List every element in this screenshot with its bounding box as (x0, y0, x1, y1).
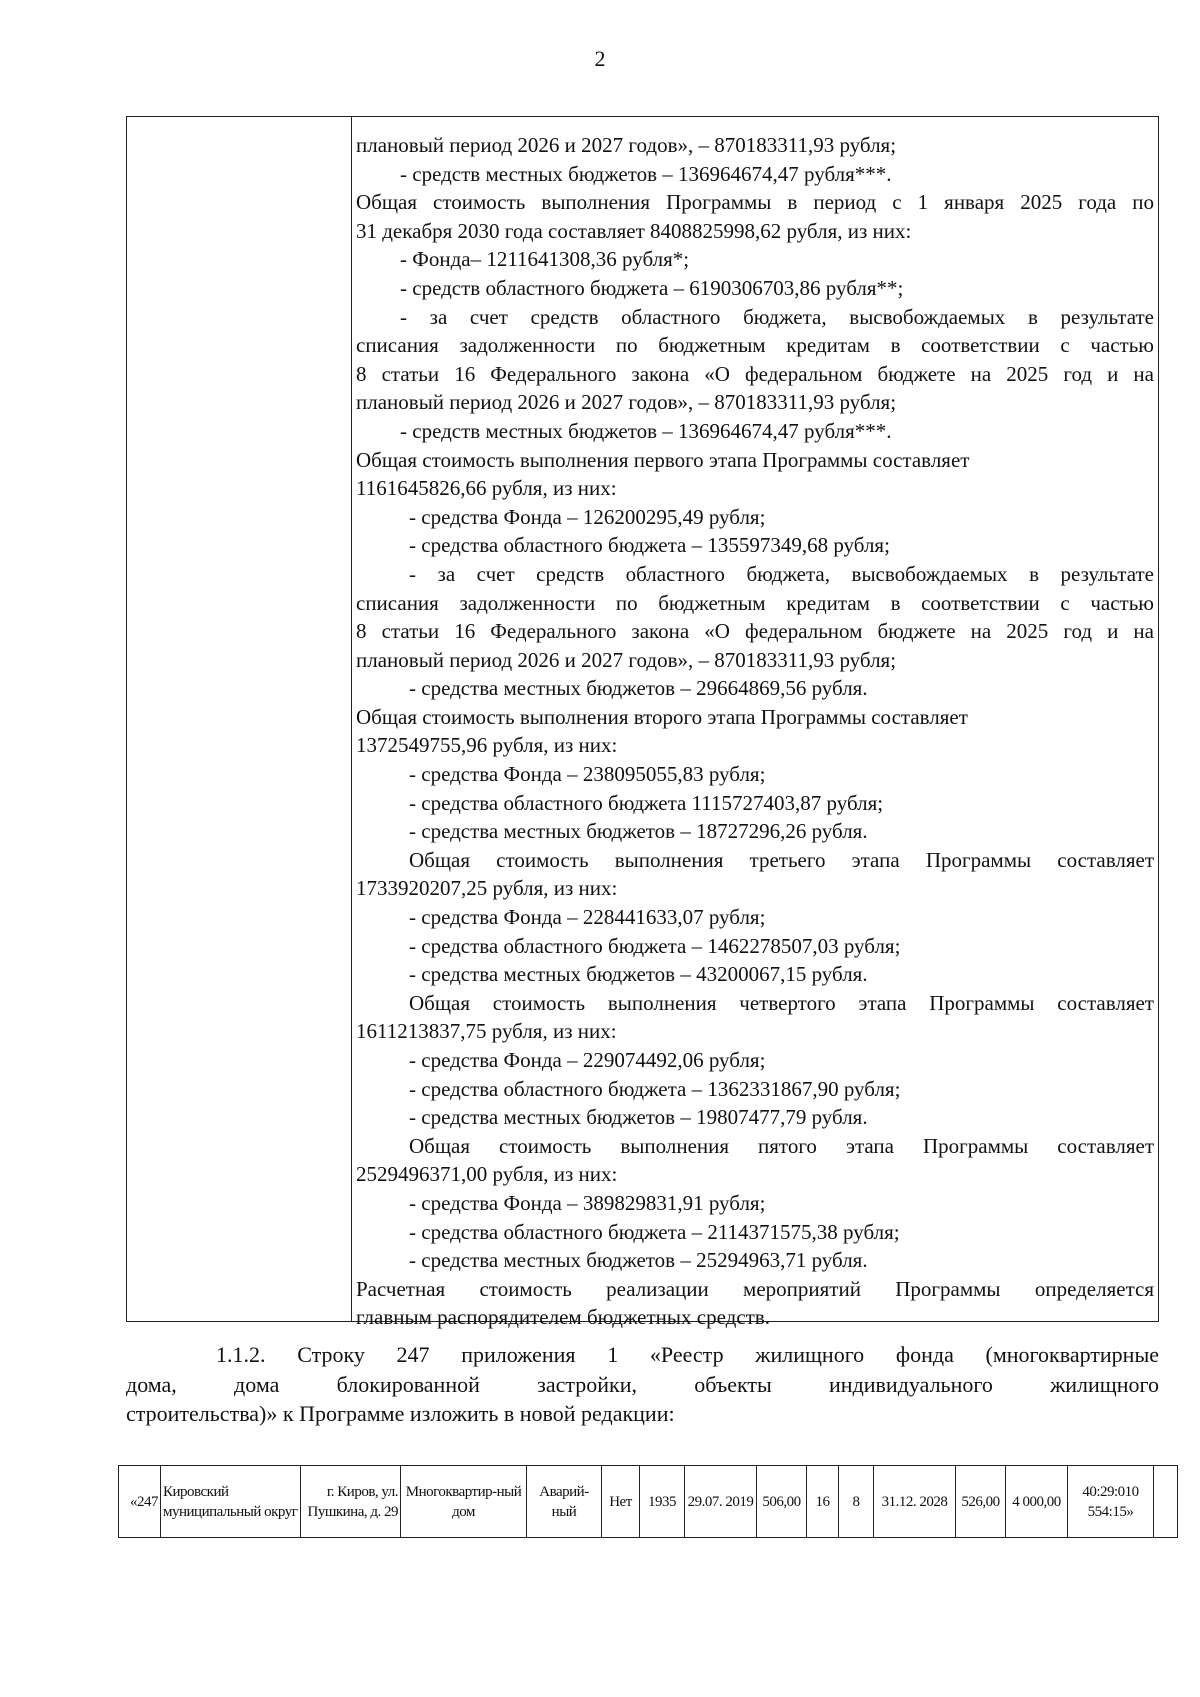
text-line: плановый период 2026 и 2027 годов», – 870183311,93 рубля; (356, 647, 897, 672)
text-line: Общая стоимость выполнения Программы в период с 1 января 2025 года по (356, 190, 1154, 215)
page-number: 2 (594, 46, 606, 71)
text-line: - средств местных бюджетов – 136964674,47 рубля***. (400, 161, 892, 186)
text-line: списания задолженности по бюджетным кредитам в соответствии с частью (356, 590, 1154, 615)
cell-year-built: 1935 (640, 1466, 685, 1538)
text-line: - Фонда– 1211641308,36 рубля*; (400, 247, 690, 272)
cell-row-number: «247 (119, 1466, 161, 1538)
text-line: 1733920207,25 рубля, из них: (356, 876, 618, 901)
cell-area-2: 526,00 (956, 1466, 1006, 1538)
text-line: плановый период 2026 и 2027 годов», – 870183311,93 рубля; (356, 133, 897, 157)
text-line: Расчетная стоимость реализации мероприятий Программы определяется (356, 1276, 1154, 1301)
cell-address: г. Киров, ул. Пушкина, д. 29 (301, 1466, 401, 1538)
cell-recognition-date: 29.07. 2019 (685, 1466, 757, 1538)
amendment-paragraph (126, 1340, 1159, 1429)
text-line: Общая стоимость выполнения первого этапа Программы составляет (356, 447, 970, 472)
table-row (119, 1466, 1178, 1538)
column-divider (351, 117, 352, 1321)
text-line: - средства областного бюджета – 1362331867,90 рубля; (409, 1076, 901, 1101)
text-line: - средства областного бюджета – 1462278507,03 рубля; (409, 933, 901, 958)
text-line: Общая стоимость выполнения второго этапа Программы составляет (356, 704, 968, 729)
text-line: 8 статьи 16 Федерального закона «О федеральном бюджете на 2025 год и на (356, 619, 1154, 644)
cell-municipality: Кировский муниципальный округ (161, 1466, 301, 1538)
text-line: Общая стоимость выполнения четвертого этапа Программы составляет (409, 990, 1154, 1015)
text-line: - средства местных бюджетов – 43200067,15 рубля. (409, 962, 868, 987)
paragraph-line: 1.1.2. Строку 247 приложения 1 «Реестр жилищного фонда (многоквартирные (216, 1342, 1159, 1367)
text-line: - средства Фонда – 228441633,07 рубля; (409, 905, 766, 930)
text-line: Общая стоимость выполнения пятого этапа Программы составляет (409, 1133, 1154, 1158)
text-line: Общая стоимость выполнения третьего этапа Программы составляет (409, 847, 1154, 872)
text-line: - средства местных бюджетов – 25294963,71 рубля. (409, 1248, 868, 1273)
text-line: - средства областного бюджета 1115727403,87 рубля; (409, 790, 884, 815)
text-line: - средства областного бюджета – 2114371575,38 рубля; (409, 1219, 900, 1244)
text-line: 8 статьи 16 Федерального закона «О федеральном бюджете на 2025 год и на (356, 361, 1154, 386)
cell-planned-date: 31.12. 2028 (874, 1466, 956, 1538)
text-line: плановый период 2026 и 2027 годов», – 870183311,93 рубля; (356, 390, 897, 415)
passport-funding-cell (356, 131, 1154, 1332)
text-line: - за счет средств областного бюджета, высвобождаемых в результате (400, 304, 1154, 329)
cell-area: 506,00 (757, 1466, 807, 1538)
text-line: 1372549755,96 рубля, из них: (356, 733, 618, 758)
text-line: списания задолженности по бюджетным кредитам в соответствии с частью (356, 333, 1154, 358)
text-line: - средства Фонда – 238095055,83 рубля; (409, 762, 766, 787)
text-line: - средства Фонда – 126200295,49 рубля; (409, 504, 766, 529)
text-line: 2529496371,00 рубля, из них: (356, 1162, 618, 1187)
text-line: - средства местных бюджетов – 19807477,79 рубля. (409, 1105, 868, 1130)
cell-residents: 16 (807, 1466, 839, 1538)
text-line: - за счет средств областного бюджета, высвобождаемых в результате (409, 561, 1154, 586)
text-line: - средства местных бюджетов – 18727296,26 рубля. (409, 819, 868, 844)
passport-table (126, 116, 1159, 1330)
text-line: главным распорядителем бюджетных средств. (356, 1305, 770, 1330)
cell-flag: Нет (602, 1466, 640, 1538)
text-line: - средства местных бюджетов – 29664869,56 рубля. (409, 676, 868, 701)
cell-condition: Аварий-ный (527, 1466, 602, 1538)
text-line: - средства областного бюджета – 135597349,68 рубля; (409, 533, 890, 558)
text-line: - средств местных бюджетов – 136964674,47 рубля***. (400, 418, 892, 443)
cell-cadastral-number: 40:29:010 554:15» (1068, 1466, 1154, 1538)
text-line: 1161645826,66 рубля, из них: (356, 476, 617, 501)
cell-apartments: 8 (839, 1466, 874, 1538)
cell-empty (1154, 1466, 1178, 1538)
registry-row-table (118, 1465, 1178, 1538)
text-line: - средства Фонда – 389829831,91 рубля; (409, 1190, 766, 1215)
paragraph-line: дома, дома блокированной застройки, объекты индивидуального жилищного (126, 1371, 1159, 1397)
text-line: - средств областного бюджета – 6190306703,86 рубля**; (400, 275, 904, 300)
text-line: 1611213837,75 рубля, из них: (356, 1019, 617, 1044)
cell-cost: 4 000,00 (1006, 1466, 1068, 1538)
text-line: 31 декабря 2030 года составляет 8408825998,62 рубля, из них: (356, 218, 912, 243)
text-line: - средства Фонда – 229074492,06 рубля; (409, 1048, 766, 1072)
paragraph-line: строительства)» к Программе изложить в новой редакции: (126, 1401, 675, 1426)
cell-house-type: Многоквартир-ный дом (401, 1466, 527, 1538)
